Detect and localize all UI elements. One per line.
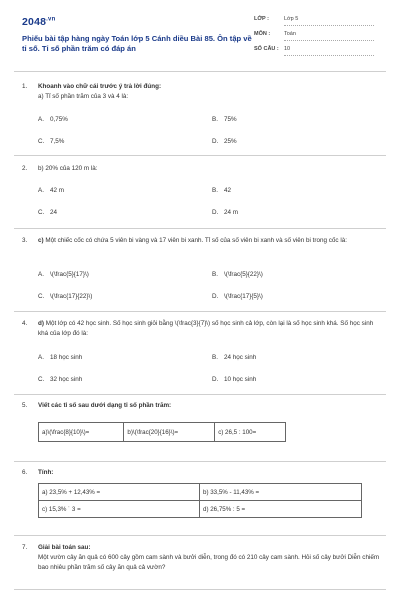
site-logo[interactable] [22,16,55,28]
option-d[interactable]: D. \(\frac{17}{5}\) [212,293,263,300]
question-number: 1. [22,83,28,90]
question-prompt: Khoanh vào chữ cái trước ý trả lời đúng: [38,83,162,90]
question-subpart: a) Tỉ số phần trăm của 3 và 4 là: [38,93,129,100]
calc-cell[interactable]: a) 23,5% + 12,43% = [39,484,200,501]
question-text: Một chiếc cốc có chứa 5 viên bi vàng và 17 viên bi xanh. Tỉ số của số viên bi xanh và số viên bi trong cốc là: [45,237,347,244]
answer-cell[interactable]: c) 26,5 : 100= [215,423,286,442]
class-label: LỚP : [254,16,269,22]
option-b[interactable]: B. 75% [212,116,237,123]
question-5 [22,401,384,413]
header-divider [14,71,386,72]
page-title: Phiếu bài tập hàng ngày Toán lớp 5 Cánh diều Bài 85. Ôn tập về tỉ số. Tỉ số phần trăm có đáp án [22,34,252,53]
question-number: 6. [22,469,28,476]
calculation-table [38,483,362,518]
calc-cell[interactable]: c) 15,3% ˙ 3 = [39,501,200,518]
divider [14,311,386,312]
question-number: 3. [22,237,28,244]
divider [14,394,386,395]
option-d[interactable]: D. 24 m [212,209,238,216]
question-subpart: b) 20% của 120 m là: [38,165,98,172]
option-c[interactable]: C. 7,5% [38,138,65,145]
question-7 [22,543,384,583]
question-label: d) [38,320,44,327]
question-prompt: Tính: [38,469,54,476]
question-number: 2. [22,165,28,172]
answer-cell[interactable]: a)\(\frac{8}{10}\)= [39,423,124,442]
option-d[interactable]: D. 25% [212,138,237,145]
question-number: 5. [22,402,28,409]
class-value: Lớp 5 [284,16,299,22]
divider [14,589,386,590]
divider [14,535,386,536]
question-4 [22,319,384,389]
question-number: 4. [22,320,28,327]
calc-cell[interactable]: d) 26,75% : 5 = [200,501,362,518]
question-number: 7. [22,544,28,551]
divider [14,155,386,156]
option-c[interactable]: C. 24 [38,209,58,216]
divider [14,228,386,229]
question-prompt: Giải bài toán sau: [38,544,91,551]
question-text: Một lớp có 42 học sinh. Số học sinh giỏi bằng \(\frac{3}{7}\) số học sinh cả lớp, còn lại là số học sinh khá. Số học sinh khá của lớp đó là: [38,320,374,337]
subject-label: MÔN : [254,31,271,37]
option-b[interactable]: B. 42 [212,187,232,194]
option-a[interactable]: A. 0,75% [38,116,68,123]
question-text: Một vườn cây ăn quả có 600 cây gồm cam sành và bưởi diễn, trong đó có 210 cây cam sành. Hỏi số cây bưởi Diễn chiếm bao nhiêu phần trăm số cây ăn quả cả vườn? [38,554,380,571]
subject-value: Toán [284,31,296,37]
option-a[interactable]: A. 18 học sinh [38,354,83,361]
option-a[interactable]: A. 42 m [38,187,64,194]
logo-text: 2048 [22,16,47,28]
option-b[interactable]: B. 24 học sinh [212,354,257,361]
question-6 [22,468,384,480]
answer-cell[interactable]: b)\(\frac{20}{16}\)= [124,423,215,442]
subject-field [254,31,374,43]
option-d[interactable]: D. 10 học sinh [212,376,257,383]
logo-suffix: .vn [46,16,56,23]
question-prompt: Viết các tỉ số sau dưới dạng tỉ số phần trăm: [38,402,172,409]
option-b[interactable]: B. \(\frac{5}{22}\) [212,271,263,278]
question-2 [22,164,384,224]
count-field [254,46,374,58]
option-a[interactable]: A. \(\frac{5}{17}\) [38,271,89,278]
option-c[interactable]: C. 32 học sinh [38,376,83,383]
class-field [254,16,374,28]
divider [14,461,386,462]
answer-table [38,422,286,442]
count-value: 10 [284,46,291,52]
question-label: c) [38,237,44,244]
count-label: SỐ CÂU : [254,46,279,52]
option-c[interactable]: C. \(\frac{17}{22}\) [38,293,93,300]
calc-cell[interactable]: b) 33,5% - 11,43% = [200,484,362,501]
question-3 [22,236,384,306]
question-1 [22,82,384,152]
